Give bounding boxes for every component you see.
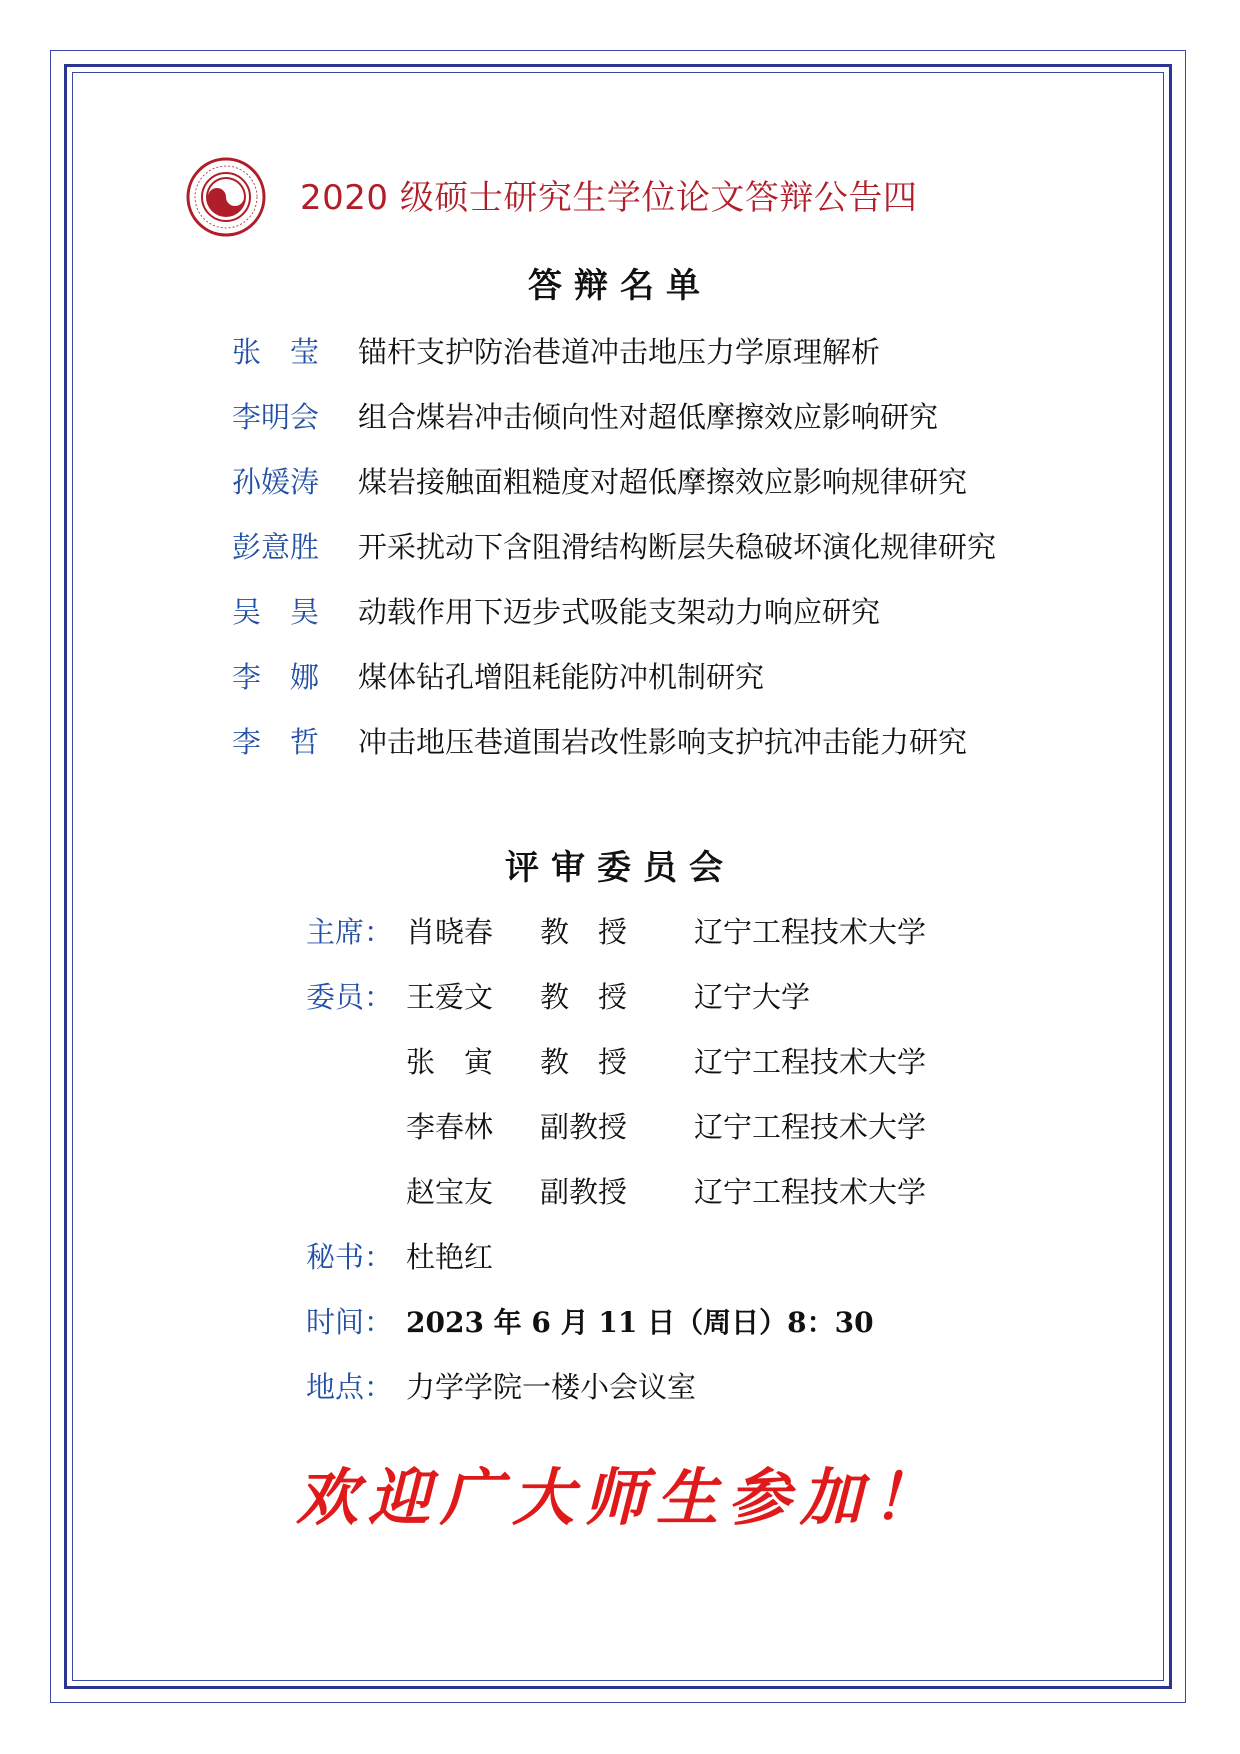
member-row: [306, 1028, 1106, 1093]
student-name: 彭意胜: [232, 530, 320, 564]
time-value: 2023 年 6 月 11 日（周日）8：30: [406, 1305, 874, 1339]
member-title: 教 授: [540, 980, 628, 1014]
thesis-title: 开采扰动下含阻滑结构断层失稳破坏演化规律研究: [358, 530, 997, 564]
time-label: 时间：: [306, 1305, 394, 1339]
committee-heading: 评审委员会: [505, 848, 735, 888]
student-name: 李 哲: [232, 725, 320, 759]
members-label: 委员：: [306, 980, 394, 1014]
secretary-row: [306, 1223, 1106, 1288]
location-value: 力学学院一楼小会议室: [406, 1370, 697, 1404]
location-label: 地点：: [306, 1370, 394, 1404]
chair-label: 主席：: [306, 915, 394, 949]
student-name: 张 莹: [232, 335, 320, 369]
member-title: 副教授: [540, 1110, 628, 1144]
student-name: 孙媛涛: [232, 465, 320, 499]
thesis-title: 锚杆支护防治巷道冲击地压力学原理解析: [358, 335, 881, 369]
chair-row: [306, 898, 1106, 963]
list-item: [232, 448, 1132, 513]
member-org: 辽宁大学: [694, 980, 811, 1014]
member-row: [306, 1158, 1106, 1223]
list-item: [232, 318, 1132, 383]
list-item: [232, 643, 1132, 708]
student-name: 李 娜: [232, 660, 320, 694]
member-name: 王爱文: [406, 980, 494, 1014]
student-name: 吴 昊: [232, 595, 320, 629]
list-item: [232, 708, 1132, 773]
list-item: [232, 578, 1132, 643]
page-title: 2020 级硕士研究生学位论文答辩公告四: [300, 178, 918, 218]
member-title: 教 授: [540, 1045, 628, 1079]
member-org: 辽宁工程技术大学: [694, 1110, 927, 1144]
list-item: [232, 513, 1132, 578]
student-name: 李明会: [232, 400, 320, 434]
member-name: 张 寅: [406, 1045, 494, 1079]
member-title: 副教授: [540, 1175, 628, 1209]
list-item: [232, 383, 1132, 448]
member-org: 辽宁工程技术大学: [694, 1045, 927, 1079]
secretary-label: 秘书：: [306, 1240, 394, 1274]
time-row: [306, 1288, 1106, 1353]
thesis-title: 组合煤岩冲击倾向性对超低摩擦效应影响研究: [358, 400, 939, 434]
member-name: 李春林: [406, 1110, 494, 1144]
member-org: 辽宁工程技术大学: [694, 1175, 927, 1209]
university-logo: [186, 157, 266, 237]
thesis-title: 煤体钻孔增阻耗能防冲机制研究: [358, 660, 765, 694]
member-name: 肖晓春: [406, 915, 494, 949]
member-name: 赵宝友: [406, 1175, 494, 1209]
member-org: 辽宁工程技术大学: [694, 915, 927, 949]
location-row: [306, 1353, 1106, 1418]
defense-list: [232, 318, 1132, 773]
welcome-banner: 欢迎广大师生参加！: [295, 1461, 944, 1534]
member-row: [306, 1093, 1106, 1158]
thesis-title: 冲击地压巷道围岩改性影响支护抗冲击能力研究: [358, 725, 968, 759]
member-row: [306, 963, 1106, 1028]
secretary-name: 杜艳红: [406, 1240, 494, 1274]
committee-list: [306, 898, 1106, 1418]
member-title: 教 授: [540, 915, 628, 949]
defense-list-heading: 答辩名单: [528, 266, 712, 306]
thesis-title: 煤岩接触面粗糙度对超低摩擦效应影响规律研究: [358, 465, 968, 499]
thesis-title: 动载作用下迈步式吸能支架动力响应研究: [358, 595, 881, 629]
